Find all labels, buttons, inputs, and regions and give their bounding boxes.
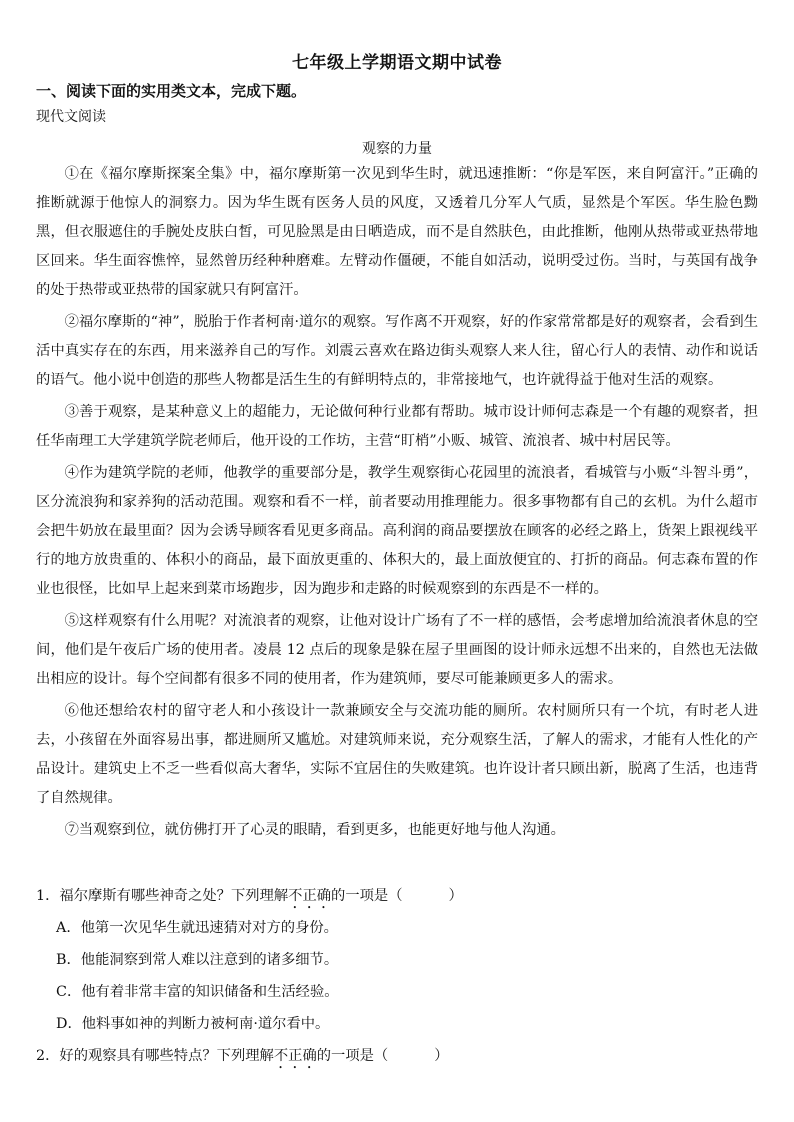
questions xyxy=(36,880,758,1072)
paragraph-3: ③善于观察，是某种意义上的超能力，无论做何种行业都有帮助。城市设计师何志森是一个有趣的观察者，担任华南理工大学建筑学院老师后，他开设的工作坊，主营“盯梢”小贩、城管、流浪者、城中村居民等。 xyxy=(36,404,758,449)
paragraph-4: ④作为建筑学院的老师，他教学的重要部分是，教学生观察街心花园里的流浪者，看城管与小贩“斗智斗勇”，区分流浪狗和家养狗的活动范围。观察和看不一样，前者要动用推理能力。很多事物都有自己的玄机。为什么超市会把牛奶放在最里面？因为会诱导顾客看见更多商品。高利润的商品要摆放在顾客的必经之路上，货架上跟视线平行的地方放贵重的、体积小的商品，最下面放更重的、体积大的，最上面放便宜的、打折的商品。何志森布置的作业也很怪，比如早上起来到菜市场跑步，因为跑步和走路的时候观察到的东西是不一样的。 xyxy=(36,465,758,597)
paragraph-1: ①在《福尔摩斯探案全集》中，福尔摩斯第一次见到华生时，就迅速推断：“你是军医，来自阿富汗。”正确的推断就源于他惊人的洞察力。因为华生既有医务人员的风度，又透着几分军人气质，显然是个军医。华生脸色黝黑，但衣服遮住的手腕处皮肤白皙，可见脸黑是由日晒造成，而不是自然肤色，由此推断，他刚从热带或亚热带地区回来。华生面容憔悴，显然曾历经种种磨难。左臂动作僵硬，不能自如活动，说明受过伤。当时，与英国有战争的处于热带或亚热带的国家就只有阿富汗。 xyxy=(36,166,758,298)
question-1-text-end: 的一项是（ xyxy=(331,888,403,904)
paragraph-6: ⑥他还想给农村的留守老人和小孩设计一款兼顾安全与交流功能的厕所。农村厕所只有一个坑，有时老人进去，小孩留在外面容易出事，都进厕所又尴尬。对建筑师来说，充分观察生活，了解人的需求，才能有人性化的产品设计。建筑史上不乏一些看似高大奢华，实际不宜居住的失败建筑。也许设计者只顾出新，脱离了生活，也违背了自然规律。 xyxy=(36,703,758,806)
question-2-text: 2．好的观察具有哪些特点？下列理解 xyxy=(36,1048,274,1064)
question-1-close: ） xyxy=(448,888,463,904)
section-heading: 一、阅读下面的实用类文本，完成下题。 xyxy=(36,82,307,100)
question-2-stem xyxy=(36,1040,758,1072)
paragraph-7: ⑦当观察到位，就仿佛打开了心灵的眼睛，看到更多，也能更好地与他人沟通。 xyxy=(64,822,565,838)
article-body xyxy=(36,160,758,848)
article-title: 观察的力量 xyxy=(362,141,432,157)
question-2-emphasis: 不正确 xyxy=(273,1048,317,1064)
question-1-emphasis: 不正确 xyxy=(288,888,332,904)
option-c: C．他有着非常丰富的知识储备和生活经验。 xyxy=(56,984,339,1000)
subheading: 现代文阅读 xyxy=(36,109,106,125)
option-d: D．他料事如神的判断力被柯南·道尔看中。 xyxy=(56,1016,330,1032)
paragraph-2: ②福尔摩斯的“神”，脱胎于作者柯南·道尔的观察。写作离不开观察，好的作家常常都是好的观察者，会看到生活中真实存在的东西，用来滋养自己的写作。刘震云喜欢在路边街头观察人来人往，留心行人的表情、动作和说话的语气。他小说中创造的那些人物都是活生生的有鲜明特点的，非常接地气，也许就得益于他对生活的观察。 xyxy=(36,314,758,388)
exam-title: 七年级上学期语文期中试卷 xyxy=(292,53,502,73)
option-a: A．他第一次见华生就迅速猜对对方的身份。 xyxy=(56,920,338,936)
option-b: B．他能洞察到常人难以注意到的诸多细节。 xyxy=(56,952,339,968)
paragraph-5: ⑤这样观察有什么用呢？对流浪者的观察，让他对设计广场有了不一样的感悟，会考虑增加给流浪者休息的空间，他们是午夜后广场的使用者。凌晨 12 点后的现象是躲在屋子里画图的设计师永远想不出来的，自然也无法做出相应的设计。每个空间都有很多不同的使用者，作为建筑师，要尽可能兼顾更多人的需求。 xyxy=(36,613,758,687)
question-1-text: 1．福尔摩斯有哪些神奇之处？下列理解 xyxy=(36,888,289,904)
question-1-stem xyxy=(36,880,758,912)
question-2-text-end: 的一项是（ xyxy=(316,1048,389,1064)
question-2-close: ） xyxy=(434,1048,449,1064)
